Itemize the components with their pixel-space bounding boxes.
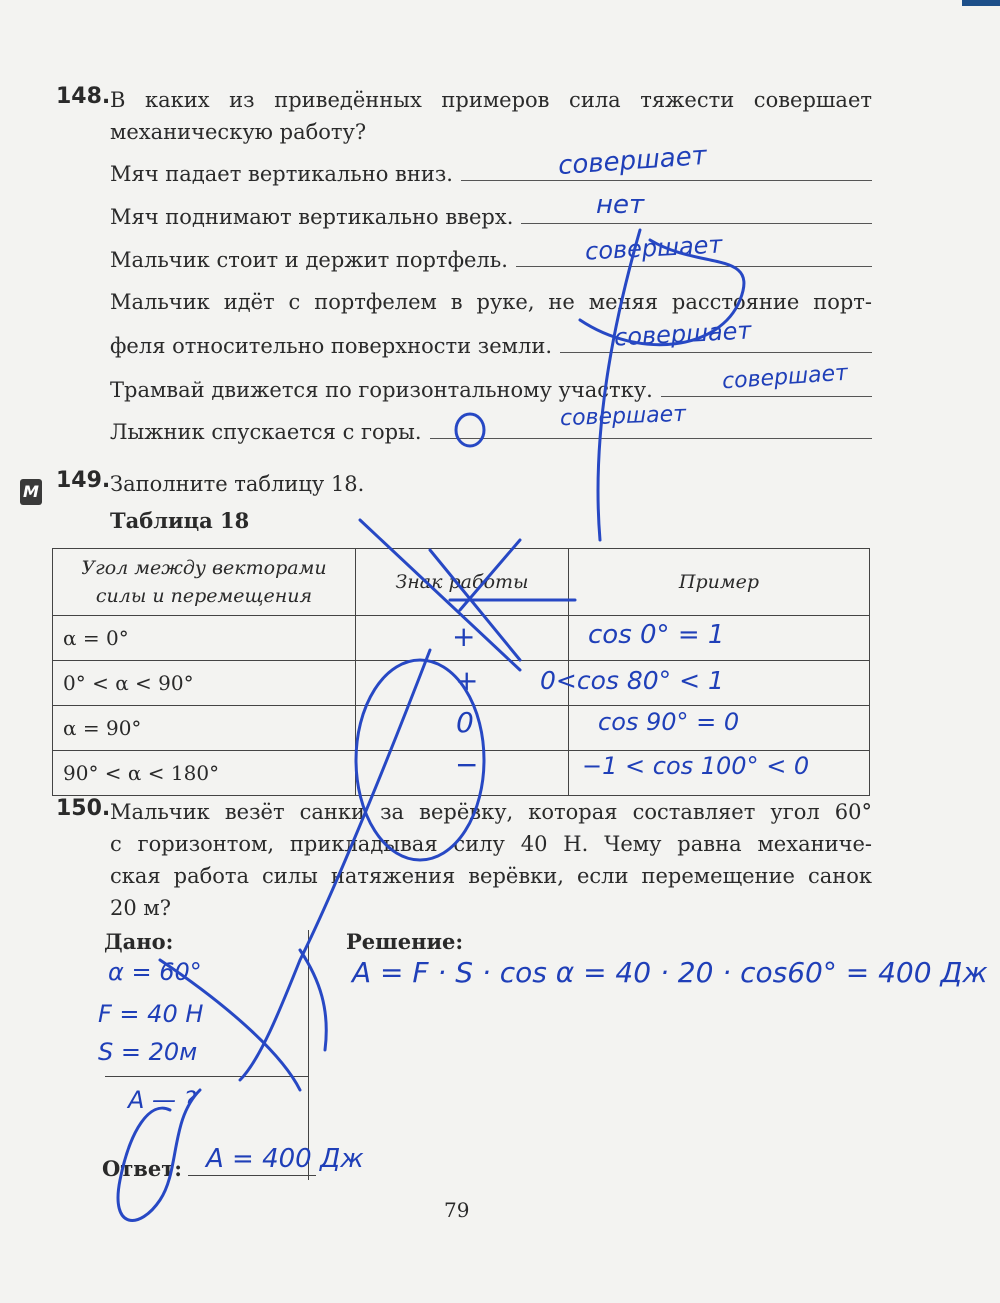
problem-line: с горизонтом, прикладывая силу 40 Н. Чему равна механиче- bbox=[110, 832, 872, 856]
scribble-stroke bbox=[300, 950, 326, 1050]
scribble-circle bbox=[456, 414, 484, 446]
header-sign: Знак работы bbox=[356, 549, 569, 616]
handwritten-sign: + bbox=[452, 620, 476, 653]
angle-cell: α = 90° bbox=[53, 706, 356, 751]
item-text: Мальчик стоит и держит портфель. bbox=[110, 248, 508, 272]
scribble-stroke bbox=[160, 960, 300, 1090]
problem-149-number: 149. bbox=[56, 468, 111, 493]
handwritten-answer: A = 400 Дж bbox=[206, 1144, 364, 1174]
item-text: Трамвай движется по горизонтальному участку. bbox=[110, 378, 653, 402]
problem-150-number: 150. bbox=[56, 796, 111, 821]
scribble-stroke bbox=[118, 1090, 200, 1220]
header-example: Пример bbox=[569, 549, 870, 616]
item-text: Лыжник спускается с горы. bbox=[110, 420, 422, 444]
header-angle: Угол между векторами силы и перемещения bbox=[53, 549, 356, 616]
problem-line: Мальчик везёт санки за верёвку, которая составляет угол 60° bbox=[110, 800, 872, 824]
handwritten-given: F = 40 Н bbox=[98, 1000, 204, 1028]
scribble-stroke bbox=[240, 650, 430, 1080]
handwritten-example: cos 90° = 0 bbox=[598, 708, 740, 736]
question-line: В каких из приведённых примеров сила тяжести совершает bbox=[110, 88, 872, 112]
page-number: 79 bbox=[444, 1198, 470, 1222]
scribble-stroke bbox=[580, 240, 744, 345]
handwritten-answer: совершает bbox=[584, 230, 724, 266]
scribble-oval bbox=[356, 660, 484, 860]
handwritten-answer: совершает bbox=[613, 316, 753, 352]
item-text: Мяч поднимают вертикально вверх. bbox=[110, 205, 514, 229]
scribble-stroke bbox=[430, 550, 520, 660]
scribble-stroke bbox=[360, 520, 520, 670]
handwritten-answer: совершает bbox=[559, 401, 687, 432]
solution-label: Решение: bbox=[346, 929, 464, 954]
handwritten-answer: совершает bbox=[557, 140, 708, 182]
given-label: Дано: bbox=[104, 929, 174, 954]
problem-149-title: Заполните таблицу 18. bbox=[110, 472, 365, 496]
item-text: Мяч падает вертикально вниз. bbox=[110, 162, 453, 186]
handwritten-unknown: A — ? bbox=[128, 1086, 197, 1114]
angle-cell: α = 0° bbox=[53, 616, 356, 661]
scribble-stroke bbox=[598, 230, 640, 540]
item-text: Мальчик идёт с портфелем в руке, не меняя расстояние порт- bbox=[110, 290, 872, 314]
problem-line: ская работа силы натяжения верёвки, если перемещение санок bbox=[110, 864, 872, 888]
handwritten-sign: 0 bbox=[456, 706, 474, 739]
answer-label: Ответ: bbox=[102, 1156, 183, 1181]
handwritten-given: S = 20м bbox=[98, 1038, 198, 1066]
item-text: феля относительно поверхности земли. bbox=[110, 334, 553, 358]
question-line: механическую работу? bbox=[110, 120, 367, 144]
handwritten-sign: + bbox=[455, 664, 479, 697]
handwritten-example: cos 0° = 1 bbox=[588, 620, 725, 650]
handwritten-sign: − bbox=[455, 748, 479, 781]
handwritten-given: α = 60° bbox=[108, 958, 202, 986]
handwritten-solution: A = F · S · cos α = 40 · 20 · cos60° = 400 Дж bbox=[352, 956, 988, 989]
problem-line: 20 м? bbox=[110, 896, 171, 920]
table-caption: Таблица 18 bbox=[110, 508, 250, 533]
problem-148-number: 148. bbox=[56, 84, 111, 109]
handwritten-answer: нет bbox=[596, 190, 645, 220]
handwritten-example: −1 < cos 100° < 0 bbox=[582, 752, 810, 780]
handwritten-example: 0<cos 80° < 1 bbox=[540, 666, 724, 695]
handwritten-answer: совершает bbox=[721, 360, 849, 395]
difficulty-badge: М bbox=[20, 479, 42, 505]
angle-cell: 90° < α < 180° bbox=[53, 751, 356, 796]
angle-cell: 0° < α < 90° bbox=[53, 661, 356, 706]
